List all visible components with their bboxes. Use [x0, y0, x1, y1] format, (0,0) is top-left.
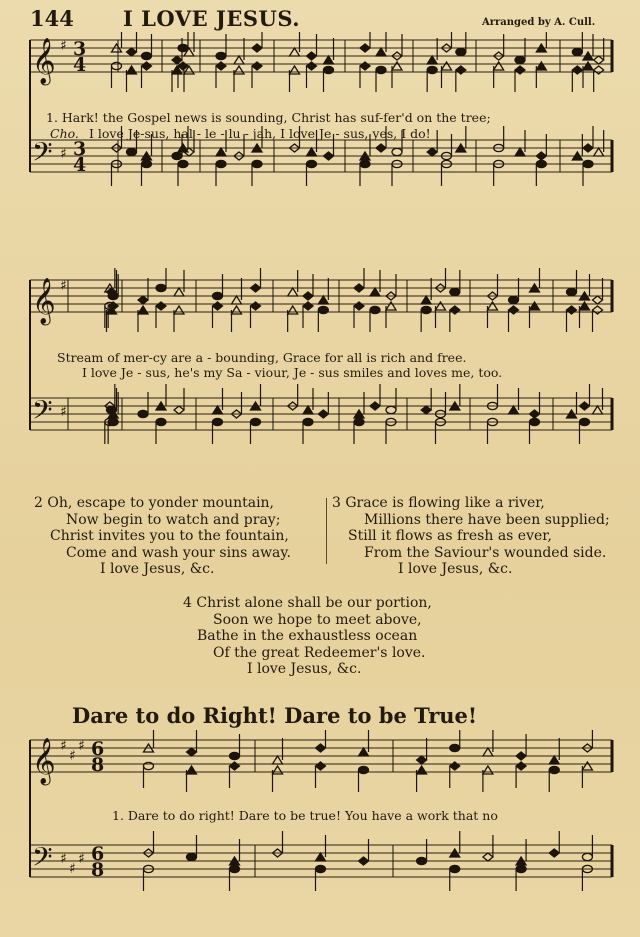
shape-note — [288, 288, 298, 296]
shape-note — [392, 62, 402, 70]
shape-note — [273, 756, 283, 764]
shape-note — [359, 766, 369, 773]
shape-note — [144, 762, 154, 769]
shape-note — [307, 148, 317, 156]
bass-clef: 𝄢 — [32, 394, 53, 432]
shape-note — [230, 752, 240, 759]
key-sharp: ♯ — [60, 738, 67, 754]
shape-note — [593, 306, 603, 314]
shape-note — [594, 148, 604, 156]
shape-note — [567, 288, 577, 295]
shape-note — [417, 756, 427, 764]
shape-note — [156, 418, 166, 425]
treble-clef: 𝄞 — [32, 38, 56, 84]
verse-line: Now begin to watch and pray; — [66, 511, 281, 528]
shape-note — [530, 418, 540, 425]
verse-line: Come and wash your sins away. — [66, 544, 291, 561]
shape-note — [142, 52, 152, 59]
shape-note — [213, 302, 223, 310]
shape-note — [156, 302, 166, 310]
shape-note — [307, 62, 317, 70]
shape-note — [354, 284, 364, 292]
shape-note — [421, 306, 431, 313]
shape-note — [290, 48, 300, 56]
verse1-lyric-line: 1. Hark! the Gospel news is sounding, Christ has suf-fer'd on the tree; — [46, 110, 491, 125]
key-sharp: ♯ — [60, 38, 67, 54]
time-signature: 6 — [91, 738, 105, 760]
shape-note — [234, 56, 244, 64]
shape-note — [187, 748, 197, 756]
shape-note — [549, 766, 559, 773]
shape-note — [316, 762, 326, 770]
time-signature: 8 — [91, 754, 105, 776]
shape-note — [252, 44, 262, 52]
shape-note — [213, 406, 223, 414]
shape-note — [178, 44, 188, 51]
shape-note — [509, 406, 519, 414]
shape-note — [450, 762, 460, 770]
verse-line: Soon we hope to meet above, — [213, 611, 422, 628]
shape-note — [127, 148, 137, 155]
shape-note — [354, 418, 364, 425]
shape-note — [316, 744, 326, 752]
key-sharp: ♯ — [69, 861, 76, 877]
shape-note — [303, 292, 313, 300]
shape-note — [549, 756, 559, 764]
shape-note — [359, 857, 369, 865]
shape-note — [232, 306, 242, 314]
shape-note — [536, 152, 546, 160]
shape-note — [303, 418, 313, 425]
shape-note — [456, 66, 466, 74]
shape-note — [172, 56, 182, 64]
shape-note — [108, 292, 118, 299]
shape-note — [138, 306, 148, 314]
key-sharp: ♯ — [60, 851, 67, 867]
shape-note — [549, 849, 559, 857]
shape-note — [536, 160, 546, 167]
shape-note — [303, 302, 313, 310]
bass-clef: 𝄢 — [32, 841, 53, 879]
verse-3 — [332, 495, 610, 578]
shape-note — [216, 62, 226, 70]
shape-note — [530, 302, 540, 310]
key-sharp: ♯ — [60, 278, 67, 294]
verse1-lyric-line-2: Stream of mer-cy are a - bounding, Grace for all is rich and free. — [57, 350, 467, 365]
shape-note — [572, 48, 582, 55]
shape-note — [583, 62, 593, 70]
verse-line: 4 Christ alone shall be our portion, — [183, 595, 432, 611]
shape-note — [360, 160, 370, 167]
shape-note — [174, 306, 184, 314]
hymn-title: I LOVE JESUS. — [123, 6, 301, 31]
shape-note — [318, 296, 328, 304]
chorus-lyric-line-2: I love Je - sus, he's my Sa - viour, Je - sus smiles and loves me, too. — [82, 365, 503, 380]
shape-note — [213, 292, 223, 299]
shape-note — [516, 752, 526, 760]
shape-note — [417, 857, 427, 864]
verse-line: Millions there have been supplied; — [364, 511, 610, 528]
shape-note — [178, 160, 188, 167]
shape-note — [567, 306, 577, 314]
shape-note — [370, 306, 380, 313]
shape-note — [594, 56, 604, 64]
shape-note — [427, 148, 437, 156]
shape-note — [138, 296, 148, 304]
shape-note — [360, 62, 370, 70]
shape-note — [427, 56, 437, 64]
shape-note — [251, 284, 261, 292]
shape-note — [583, 144, 593, 152]
shape-note — [230, 762, 240, 770]
shape-note — [360, 44, 370, 52]
hymn2-lyric-line: 1. Dare to do right! Dare to be true! You have a work that no — [112, 808, 498, 823]
shape-note — [450, 306, 460, 314]
shape-note — [572, 66, 582, 74]
shape-note — [582, 853, 592, 860]
shape-note — [318, 410, 328, 418]
shape-note — [376, 66, 386, 73]
shape-note — [216, 160, 226, 167]
shape-note — [436, 302, 446, 310]
music-system-3 — [0, 730, 640, 930]
shape-note — [251, 302, 261, 310]
verse-refrain: I love Jesus, &c. — [398, 561, 513, 577]
time-signature: 4 — [73, 154, 87, 176]
shape-note — [386, 302, 396, 310]
shape-note — [386, 406, 396, 413]
shape-note — [230, 865, 240, 872]
shape-note — [138, 410, 148, 417]
shape-note — [324, 152, 334, 160]
shape-note — [583, 160, 593, 167]
shape-note — [216, 52, 226, 59]
shape-note — [593, 296, 603, 304]
shape-note — [483, 748, 493, 756]
shape-note — [316, 865, 326, 872]
shape-note — [516, 762, 526, 770]
shape-note — [354, 302, 364, 310]
shape-note — [232, 296, 242, 304]
shape-note — [318, 306, 328, 313]
shape-note — [112, 62, 122, 69]
verse-divider — [326, 498, 327, 564]
shape-note — [483, 853, 493, 861]
shape-note — [156, 284, 166, 291]
shape-note — [316, 853, 326, 861]
shape-note — [421, 406, 431, 414]
shape-note — [494, 62, 504, 70]
shape-note — [127, 66, 137, 74]
shape-note — [127, 48, 137, 56]
shape-note — [172, 152, 182, 159]
key-sharp: ♯ — [69, 748, 76, 764]
shape-note — [142, 160, 152, 167]
verse-4 — [183, 595, 432, 678]
verse-line: From the Saviour's wounded side. — [364, 544, 607, 561]
shape-note — [370, 402, 380, 410]
key-sharp: ♯ — [60, 404, 67, 420]
shape-note — [417, 766, 427, 774]
shape-note — [234, 66, 244, 74]
shape-note — [307, 52, 317, 60]
shape-note — [370, 288, 380, 296]
key-sharp: ♯ — [78, 738, 85, 754]
shape-note — [515, 66, 525, 74]
shape-note — [536, 62, 546, 70]
shape-note — [515, 56, 525, 63]
hymn-2-title: Dare to do Right! Dare to be True! — [72, 703, 478, 728]
shape-note — [488, 302, 498, 310]
time-signature: 3 — [73, 38, 87, 60]
shape-note — [251, 418, 261, 425]
time-signature: 4 — [73, 54, 87, 76]
shape-note — [392, 148, 402, 155]
treble-clef: 𝄞 — [32, 278, 56, 324]
chorus-lyric-line-1: I love Je-sus, hal - le - lu - jah, I love Je - sus, yes, I do! — [89, 126, 431, 141]
shape-note — [580, 302, 590, 310]
shape-note — [288, 306, 298, 314]
shape-note — [252, 160, 262, 167]
shape-note — [442, 62, 452, 70]
shape-note — [324, 56, 334, 64]
shape-note — [580, 402, 590, 410]
verse-refrain: I love Jesus, &c. — [100, 561, 215, 577]
shape-note — [456, 48, 466, 55]
shape-note — [582, 762, 592, 770]
treble-clef: 𝄞 — [32, 738, 56, 784]
chorus-label: Cho. — [50, 126, 79, 141]
shape-note — [450, 288, 460, 295]
key-sharp: ♯ — [78, 851, 85, 867]
shape-note — [516, 865, 526, 872]
verse-line: Bathe in the exhaustless ocean — [197, 628, 418, 644]
arranger-credit: Arranged by A. Cull. — [482, 17, 596, 28]
verse-line: Still it flows as fresh as ever, — [348, 528, 552, 544]
shape-note — [142, 62, 152, 70]
shape-note — [303, 406, 313, 414]
shape-note — [174, 288, 184, 296]
time-signature: 3 — [73, 138, 87, 160]
shape-note — [450, 744, 460, 751]
shape-note — [509, 306, 519, 314]
shape-note — [213, 418, 223, 425]
verse-2 — [34, 495, 291, 578]
shape-note — [450, 865, 460, 872]
key-sharp: ♯ — [60, 146, 67, 162]
shape-note — [594, 66, 604, 74]
verse-line: 3 Grace is flowing like a river, — [332, 495, 545, 511]
shape-note — [216, 148, 226, 156]
shape-note — [376, 144, 386, 152]
shape-note — [252, 62, 262, 70]
time-signature: 8 — [91, 859, 105, 881]
shape-note — [483, 766, 493, 774]
bass-clef: 𝄢 — [32, 136, 53, 174]
shape-note — [273, 766, 283, 774]
shape-note — [530, 410, 540, 418]
shape-note — [376, 48, 386, 56]
verse-line: 2 Oh, escape to yonder mountain, — [34, 495, 275, 511]
shape-note — [324, 66, 334, 73]
shape-note — [174, 406, 184, 414]
shape-note — [290, 66, 300, 74]
time-signature: 6 — [91, 843, 105, 865]
verse-line: Of the great Redeemer's love. — [213, 644, 426, 661]
shape-note — [359, 748, 369, 756]
page-number: 144 — [30, 6, 74, 31]
verse-line: Christ invites you to the fountain, — [50, 528, 289, 544]
shape-note — [427, 66, 437, 73]
shape-note — [593, 406, 603, 414]
shape-note — [580, 418, 590, 425]
shape-note — [187, 853, 197, 860]
verse-refrain: I love Jesus, &c. — [247, 661, 362, 677]
shape-note — [307, 160, 317, 167]
shape-note — [108, 418, 118, 425]
shape-note — [509, 296, 519, 303]
shape-note — [187, 766, 197, 774]
shape-note — [421, 296, 431, 304]
shape-note — [515, 148, 525, 156]
